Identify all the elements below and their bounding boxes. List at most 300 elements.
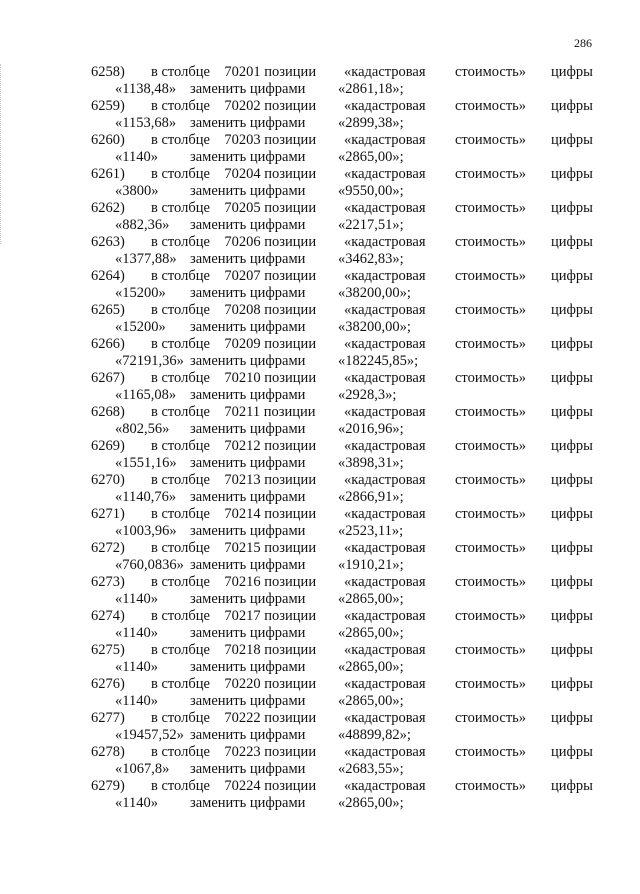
old-value: «72191,36» — [115, 353, 184, 369]
replace-text: заменить цифрами — [190, 659, 306, 675]
item-number: 6263) — [91, 234, 125, 250]
column-code: 70205 — [224, 200, 261, 216]
entry-line-2 — [0, 727, 640, 744]
replace-text: заменить цифрами — [190, 149, 306, 165]
value-text: стоимость» — [455, 472, 527, 488]
item-number: 6258) — [91, 64, 125, 80]
replace-text: заменить цифрами — [190, 727, 306, 743]
old-value: «882,36» — [115, 217, 170, 233]
old-value: «1140» — [115, 659, 158, 675]
list-item — [0, 302, 640, 336]
digits-text: цифры — [551, 472, 593, 488]
replace-text: заменить цифрами — [190, 285, 306, 301]
position-text: позиции — [264, 540, 317, 556]
column-reference — [151, 744, 316, 761]
new-value: «9550,00»; — [338, 183, 404, 199]
value-text: стоимость» — [455, 642, 527, 658]
in-column-text: в столбце — [151, 608, 210, 624]
item-number: 6278) — [91, 744, 125, 760]
old-value: «1140» — [115, 149, 158, 165]
item-number: 6266) — [91, 336, 125, 352]
list-item — [0, 200, 640, 234]
list-item — [0, 744, 640, 778]
new-value: «3898,31»; — [338, 455, 404, 471]
entry-line-2 — [0, 81, 640, 98]
column-code: 70223 — [224, 744, 261, 760]
replace-text: заменить цифрами — [190, 183, 306, 199]
old-value: «802,56» — [115, 421, 170, 437]
value-text: стоимость» — [455, 404, 527, 420]
old-value: «1140» — [115, 591, 158, 607]
column-reference — [151, 710, 316, 727]
value-text: стоимость» — [455, 608, 527, 624]
entry-line-1 — [0, 234, 640, 251]
list-item — [0, 540, 640, 574]
old-value: «1140» — [115, 795, 158, 811]
replace-text: заменить цифрами — [190, 217, 306, 233]
column-code: 70211 — [224, 404, 261, 420]
list-item — [0, 472, 640, 506]
replace-text: заменить цифрами — [190, 761, 306, 777]
cadastral-text: «кадастровая — [344, 234, 426, 250]
in-column-text: в столбце — [151, 268, 210, 284]
list-item — [0, 642, 640, 676]
value-text: стоимость» — [455, 778, 527, 794]
digits-text: цифры — [551, 268, 593, 284]
value-text: стоимость» — [455, 574, 527, 590]
value-text: стоимость» — [455, 132, 527, 148]
new-value: «2928,3»; — [338, 387, 397, 403]
list-item — [0, 166, 640, 200]
in-column-text: в столбце — [151, 302, 210, 318]
in-column-text: в столбце — [151, 744, 210, 760]
entry-line-2 — [0, 659, 640, 676]
item-number: 6262) — [91, 200, 125, 216]
list-item — [0, 132, 640, 166]
column-reference — [151, 642, 316, 659]
new-value: «3462,83»; — [338, 251, 404, 267]
position-text: позиции — [264, 472, 317, 488]
column-reference — [151, 302, 316, 319]
list-item — [0, 608, 640, 642]
position-text: позиции — [264, 200, 317, 216]
digits-text: цифры — [551, 506, 593, 522]
column-code: 70220 — [224, 676, 261, 692]
cadastral-text: «кадастровая — [344, 710, 426, 726]
position-text: позиции — [264, 302, 317, 318]
digits-text: цифры — [551, 98, 593, 114]
column-reference — [151, 404, 316, 421]
cadastral-text: «кадастровая — [344, 676, 426, 692]
new-value: «2523,11»; — [338, 523, 404, 539]
entry-line-2 — [0, 761, 640, 778]
in-column-text: в столбце — [151, 506, 210, 522]
entry-line-1 — [0, 200, 640, 217]
old-value: «3800» — [115, 183, 159, 199]
entry-line-1 — [0, 268, 640, 285]
item-number: 6269) — [91, 438, 125, 454]
item-number: 6261) — [91, 166, 125, 182]
cadastral-text: «кадастровая — [344, 506, 426, 522]
cadastral-text: «кадастровая — [344, 608, 426, 624]
digits-text: цифры — [551, 234, 593, 250]
new-value: «2865,00»; — [338, 625, 404, 641]
list-item — [0, 778, 640, 812]
entry-line-2 — [0, 183, 640, 200]
old-value: «760,0836» — [115, 557, 184, 573]
entry-line-2 — [0, 115, 640, 132]
column-code: 70212 — [224, 438, 261, 454]
column-code: 70203 — [224, 132, 261, 148]
digits-text: цифры — [551, 132, 593, 148]
position-text: позиции — [264, 676, 317, 692]
value-text: стоимость» — [455, 302, 527, 318]
entry-line-2 — [0, 557, 640, 574]
new-value: «2865,00»; — [338, 659, 404, 675]
column-code: 70222 — [224, 710, 261, 726]
value-text: стоимость» — [455, 676, 527, 692]
column-reference — [151, 676, 316, 693]
replace-text: заменить цифрами — [190, 387, 306, 403]
column-reference — [151, 268, 316, 285]
item-number: 6260) — [91, 132, 125, 148]
item-number: 6264) — [91, 268, 125, 284]
old-value: «1551,16» — [115, 455, 177, 471]
column-code: 70214 — [224, 506, 261, 522]
cadastral-text: «кадастровая — [344, 778, 426, 794]
position-text: позиции — [264, 744, 317, 760]
replace-text: заменить цифрами — [190, 251, 306, 267]
column-reference — [151, 370, 316, 387]
entry-line-2 — [0, 489, 640, 506]
digits-text: цифры — [551, 778, 593, 794]
in-column-text: в столбце — [151, 132, 210, 148]
new-value: «1910,21»; — [338, 557, 404, 573]
item-number: 6259) — [91, 98, 125, 114]
old-value: «19457,52» — [115, 727, 184, 743]
position-text: позиции — [264, 64, 317, 80]
old-value: «15200» — [115, 285, 166, 301]
entry-line-1 — [0, 506, 640, 523]
column-code: 70209 — [224, 336, 261, 352]
entry-line-2 — [0, 591, 640, 608]
column-reference — [151, 472, 316, 489]
column-code: 70210 — [224, 370, 261, 386]
page-number: 286 — [574, 36, 592, 50]
replace-text: заменить цифрами — [190, 319, 306, 335]
item-number: 6270) — [91, 472, 125, 488]
item-number: 6272) — [91, 540, 125, 556]
replace-text: заменить цифрами — [190, 557, 306, 573]
item-number: 6268) — [91, 404, 125, 420]
entry-line-1 — [0, 438, 640, 455]
list-item — [0, 370, 640, 404]
cadastral-text: «кадастровая — [344, 472, 426, 488]
entry-line-2 — [0, 353, 640, 370]
position-text: позиции — [264, 608, 317, 624]
column-code: 70217 — [224, 608, 261, 624]
in-column-text: в столбце — [151, 574, 210, 590]
digits-text: цифры — [551, 574, 593, 590]
column-code: 70201 — [224, 64, 261, 80]
new-value: «2016,96»; — [338, 421, 404, 437]
replace-text: заменить цифрами — [190, 693, 306, 709]
cadastral-text: «кадастровая — [344, 744, 426, 760]
value-text: стоимость» — [455, 540, 527, 556]
item-number: 6273) — [91, 574, 125, 590]
entry-line-2 — [0, 285, 640, 302]
new-value: «2683,55»; — [338, 761, 404, 777]
entry-line-2 — [0, 625, 640, 642]
position-text: позиции — [264, 438, 317, 454]
entry-line-1 — [0, 676, 640, 693]
column-reference — [151, 608, 316, 625]
old-value: «1138,48» — [115, 81, 177, 97]
old-value: «15200» — [115, 319, 166, 335]
digits-text: цифры — [551, 302, 593, 318]
new-value: «2899,38»; — [338, 115, 404, 131]
list-item — [0, 336, 640, 370]
cadastral-text: «кадастровая — [344, 370, 426, 386]
old-value: «1140» — [115, 625, 158, 641]
digits-text: цифры — [551, 744, 593, 760]
item-number: 6277) — [91, 710, 125, 726]
item-number: 6271) — [91, 506, 125, 522]
item-number: 6276) — [91, 676, 125, 692]
digits-text: цифры — [551, 438, 593, 454]
in-column-text: в столбце — [151, 166, 210, 182]
column-reference — [151, 234, 316, 251]
entry-line-1 — [0, 744, 640, 761]
position-text: позиции — [264, 710, 317, 726]
list-item — [0, 268, 640, 302]
cadastral-text: «кадастровая — [344, 302, 426, 318]
new-value: «2865,00»; — [338, 795, 404, 811]
replace-text: заменить цифрами — [190, 625, 306, 641]
digits-text: цифры — [551, 710, 593, 726]
position-text: позиции — [264, 166, 317, 182]
column-reference — [151, 574, 316, 591]
list-item — [0, 710, 640, 744]
digits-text: цифры — [551, 166, 593, 182]
entry-line-1 — [0, 98, 640, 115]
in-column-text: в столбце — [151, 778, 210, 794]
digits-text: цифры — [551, 404, 593, 420]
in-column-text: в столбце — [151, 370, 210, 386]
new-value: «2865,00»; — [338, 149, 404, 165]
entry-line-2 — [0, 421, 640, 438]
entry-line-1 — [0, 778, 640, 795]
column-code: 70218 — [224, 642, 261, 658]
column-reference — [151, 98, 316, 115]
column-reference — [151, 132, 316, 149]
position-text: позиции — [264, 268, 317, 284]
entry-line-1 — [0, 642, 640, 659]
column-reference — [151, 336, 316, 353]
in-column-text: в столбце — [151, 710, 210, 726]
old-value: «1140,76» — [115, 489, 177, 505]
old-value: «1003,96» — [115, 523, 177, 539]
replace-text: заменить цифрами — [190, 81, 306, 97]
entry-line-2 — [0, 795, 640, 812]
new-value: «2217,51»; — [338, 217, 404, 233]
entry-line-1 — [0, 370, 640, 387]
in-column-text: в столбце — [151, 200, 210, 216]
digits-text: цифры — [551, 676, 593, 692]
digits-text: цифры — [551, 608, 593, 624]
cadastral-text: «кадастровая — [344, 268, 426, 284]
list-item — [0, 438, 640, 472]
column-code: 70213 — [224, 472, 261, 488]
value-text: стоимость» — [455, 98, 527, 114]
old-value: «1165,08» — [115, 387, 177, 403]
replace-text: заменить цифрами — [190, 455, 306, 471]
entry-line-2 — [0, 693, 640, 710]
column-reference — [151, 64, 316, 81]
digits-text: цифры — [551, 370, 593, 386]
old-value: «1140» — [115, 693, 158, 709]
entry-line-2 — [0, 319, 640, 336]
old-value: «1067,8» — [115, 761, 170, 777]
cadastral-text: «кадастровая — [344, 166, 426, 182]
value-text: стоимость» — [455, 438, 527, 454]
digits-text: цифры — [551, 540, 593, 556]
entry-line-1 — [0, 472, 640, 489]
position-text: позиции — [264, 370, 317, 386]
entry-line-2 — [0, 387, 640, 404]
digits-text: цифры — [551, 64, 593, 80]
item-number: 6267) — [91, 370, 125, 386]
value-text: стоимость» — [455, 744, 527, 760]
old-value: «1377,88» — [115, 251, 177, 267]
list-item — [0, 404, 640, 438]
old-value: «1153,68» — [115, 115, 177, 131]
replace-text: заменить цифрами — [190, 795, 306, 811]
value-text: стоимость» — [455, 336, 527, 352]
column-code: 70202 — [224, 98, 261, 114]
column-reference — [151, 200, 316, 217]
list-item — [0, 574, 640, 608]
new-value: «2865,00»; — [338, 693, 404, 709]
entry-line-1 — [0, 64, 640, 81]
item-number: 6274) — [91, 608, 125, 624]
in-column-text: в столбце — [151, 234, 210, 250]
entry-line-2 — [0, 149, 640, 166]
list-item — [0, 98, 640, 132]
item-number: 6279) — [91, 778, 125, 794]
column-code: 70207 — [224, 268, 261, 284]
column-code: 70215 — [224, 540, 261, 556]
entry-line-2 — [0, 455, 640, 472]
position-text: позиции — [264, 574, 317, 590]
value-text: стоимость» — [455, 506, 527, 522]
in-column-text: в столбце — [151, 64, 210, 80]
replace-text: заменить цифрами — [190, 421, 306, 437]
column-code: 70204 — [224, 166, 261, 182]
new-value: «2866,91»; — [338, 489, 404, 505]
cadastral-text: «кадастровая — [344, 98, 426, 114]
cadastral-text: «кадастровая — [344, 642, 426, 658]
column-code: 70216 — [224, 574, 261, 590]
column-reference — [151, 506, 316, 523]
replace-text: заменить цифрами — [190, 523, 306, 539]
cadastral-text: «кадастровая — [344, 200, 426, 216]
new-value: «38200,00»; — [338, 319, 411, 335]
in-column-text: в столбце — [151, 472, 210, 488]
column-code: 70206 — [224, 234, 261, 250]
entry-line-1 — [0, 540, 640, 557]
digits-text: цифры — [551, 200, 593, 216]
value-text: стоимость» — [455, 710, 527, 726]
cadastral-text: «кадастровая — [344, 404, 426, 420]
entry-line-1 — [0, 404, 640, 421]
in-column-text: в столбце — [151, 642, 210, 658]
cadastral-text: «кадастровая — [344, 336, 426, 352]
column-reference — [151, 166, 316, 183]
in-column-text: в столбце — [151, 336, 210, 352]
new-value: «2865,00»; — [338, 591, 404, 607]
value-text: стоимость» — [455, 370, 527, 386]
list-item — [0, 676, 640, 710]
replace-text: заменить цифрами — [190, 353, 306, 369]
digits-text: цифры — [551, 336, 593, 352]
entry-line-1 — [0, 710, 640, 727]
cadastral-text: «кадастровая — [344, 574, 426, 590]
entry-line-1 — [0, 608, 640, 625]
item-number: 6265) — [91, 302, 125, 318]
new-value: «38200,00»; — [338, 285, 411, 301]
list-item — [0, 64, 640, 98]
entry-line-2 — [0, 523, 640, 540]
column-code: 70224 — [224, 778, 261, 794]
position-text: позиции — [264, 132, 317, 148]
in-column-text: в столбце — [151, 540, 210, 556]
column-reference — [151, 438, 316, 455]
amendment-list — [0, 64, 640, 812]
in-column-text: в столбце — [151, 404, 210, 420]
entry-line-1 — [0, 574, 640, 591]
cadastral-text: «кадастровая — [344, 438, 426, 454]
entry-line-2 — [0, 217, 640, 234]
value-text: стоимость» — [455, 200, 527, 216]
replace-text: заменить цифрами — [190, 115, 306, 131]
cadastral-text: «кадастровая — [344, 64, 426, 80]
new-value: «48899,82»; — [338, 727, 411, 743]
value-text: стоимость» — [455, 234, 527, 250]
in-column-text: в столбце — [151, 676, 210, 692]
new-value: «2861,18»; — [338, 81, 404, 97]
position-text: позиции — [264, 778, 317, 794]
list-item — [0, 234, 640, 268]
position-text: позиции — [264, 234, 317, 250]
new-value: «182245,85»; — [338, 353, 419, 369]
position-text: позиции — [264, 336, 317, 352]
column-code: 70208 — [224, 302, 261, 318]
replace-text: заменить цифрами — [190, 591, 306, 607]
cadastral-text: «кадастровая — [344, 540, 426, 556]
item-number: 6275) — [91, 642, 125, 658]
entry-line-1 — [0, 302, 640, 319]
in-column-text: в столбце — [151, 98, 210, 114]
entry-line-1 — [0, 132, 640, 149]
entry-line-1 — [0, 336, 640, 353]
value-text: стоимость» — [455, 64, 527, 80]
position-text: позиции — [264, 98, 317, 114]
entry-line-1 — [0, 166, 640, 183]
column-reference — [151, 778, 316, 795]
position-text: позиции — [263, 404, 316, 420]
value-text: стоимость» — [455, 268, 527, 284]
